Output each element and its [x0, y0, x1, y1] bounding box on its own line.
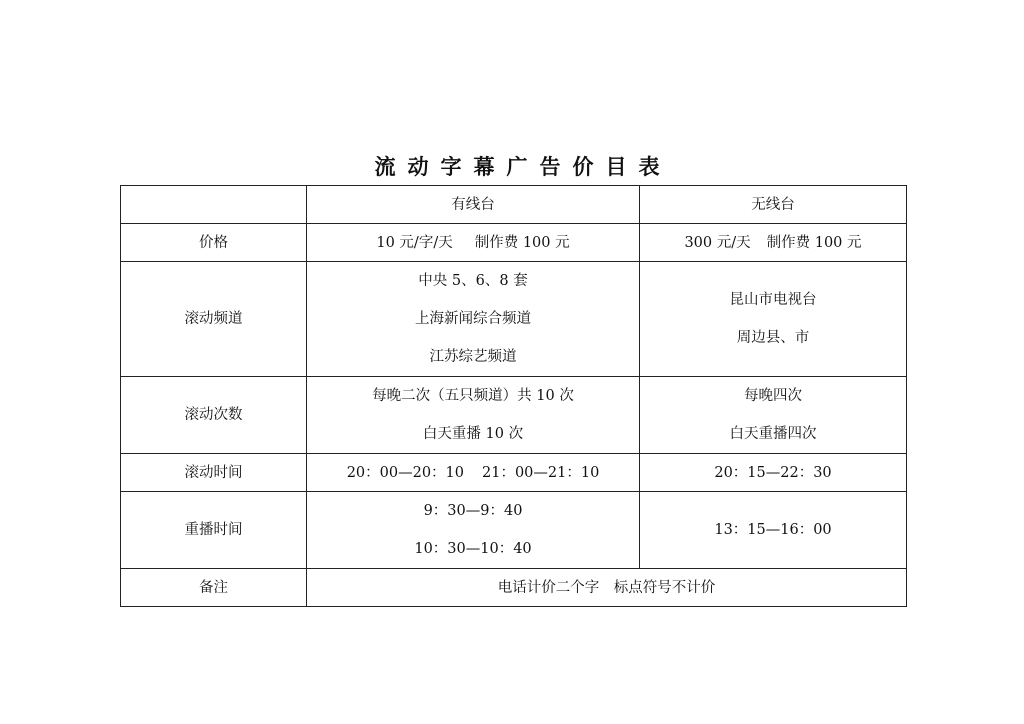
table-row-scroll-time	[121, 454, 907, 492]
scroll-time-cable-cell	[307, 454, 640, 492]
channels-cable-cell	[307, 262, 640, 377]
row-label-price: 价格	[121, 224, 307, 262]
price-cable-fee: 制作费 100 元	[474, 234, 570, 251]
table-row-remarks	[121, 569, 907, 607]
replay-time-wireless-cell: 13：15—16：00	[640, 492, 907, 569]
table-row-times	[121, 377, 907, 454]
times-wireless-line: 每晚四次	[744, 388, 802, 404]
header-corner-cell	[121, 186, 307, 224]
replay-time-cable-line: 10：30—10：40	[414, 541, 532, 557]
row-label-times: 滚动次数	[121, 377, 307, 454]
channels-cable-line: 江苏综艺频道	[429, 349, 517, 365]
price-wireless-fee: 制作费 100 元	[766, 234, 862, 251]
price-wireless-rate: 300 元/天	[684, 234, 751, 251]
header-wireless-cell: 无线台	[640, 186, 907, 224]
table-header-row	[121, 186, 907, 224]
table-row-replay-time	[121, 492, 907, 569]
row-label-channels: 滚动频道	[121, 262, 307, 377]
price-cable-rate: 10 元/字/天	[376, 234, 453, 251]
page-title: 流动字幕广告价目表	[374, 154, 672, 179]
scroll-time-wireless-cell: 20：15—22：30	[640, 454, 907, 492]
times-cable-line: 白天重播 10 次	[422, 426, 524, 442]
scroll-time-cable-slot: 20：00—20：10	[346, 464, 464, 481]
channels-wireless-line: 周边县、市	[736, 330, 810, 346]
table-row-channels	[121, 262, 907, 377]
scroll-time-cable-slot: 21：00—21：10	[482, 464, 600, 481]
times-cable-line: 每晚二次（五只频道）共 10 次	[372, 388, 574, 404]
row-label-remarks: 备注	[121, 569, 307, 607]
header-cable-cell: 有线台	[307, 186, 640, 224]
replay-time-cable-line: 9：30—9：40	[423, 503, 523, 519]
price-wireless-cell	[640, 224, 907, 262]
row-label-replay-time: 重播时间	[121, 492, 307, 569]
times-wireless-cell	[640, 377, 907, 454]
channels-wireless-line: 昆山市电视台	[729, 292, 817, 308]
channels-cable-line: 中央 5、6、8 套	[418, 273, 528, 289]
remarks-value-cell: 电话计价二个字 标点符号不计价	[307, 569, 907, 607]
times-cable-cell	[307, 377, 640, 454]
row-label-scroll-time: 滚动时间	[121, 454, 307, 492]
channels-cable-line: 上海新闻综合频道	[415, 311, 531, 327]
price-table	[120, 185, 907, 607]
replay-time-cable-cell	[307, 492, 640, 569]
times-wireless-line: 白天重播四次	[729, 426, 817, 442]
table-row-price	[121, 224, 907, 262]
channels-wireless-cell	[640, 262, 907, 377]
price-cable-cell	[307, 224, 640, 262]
